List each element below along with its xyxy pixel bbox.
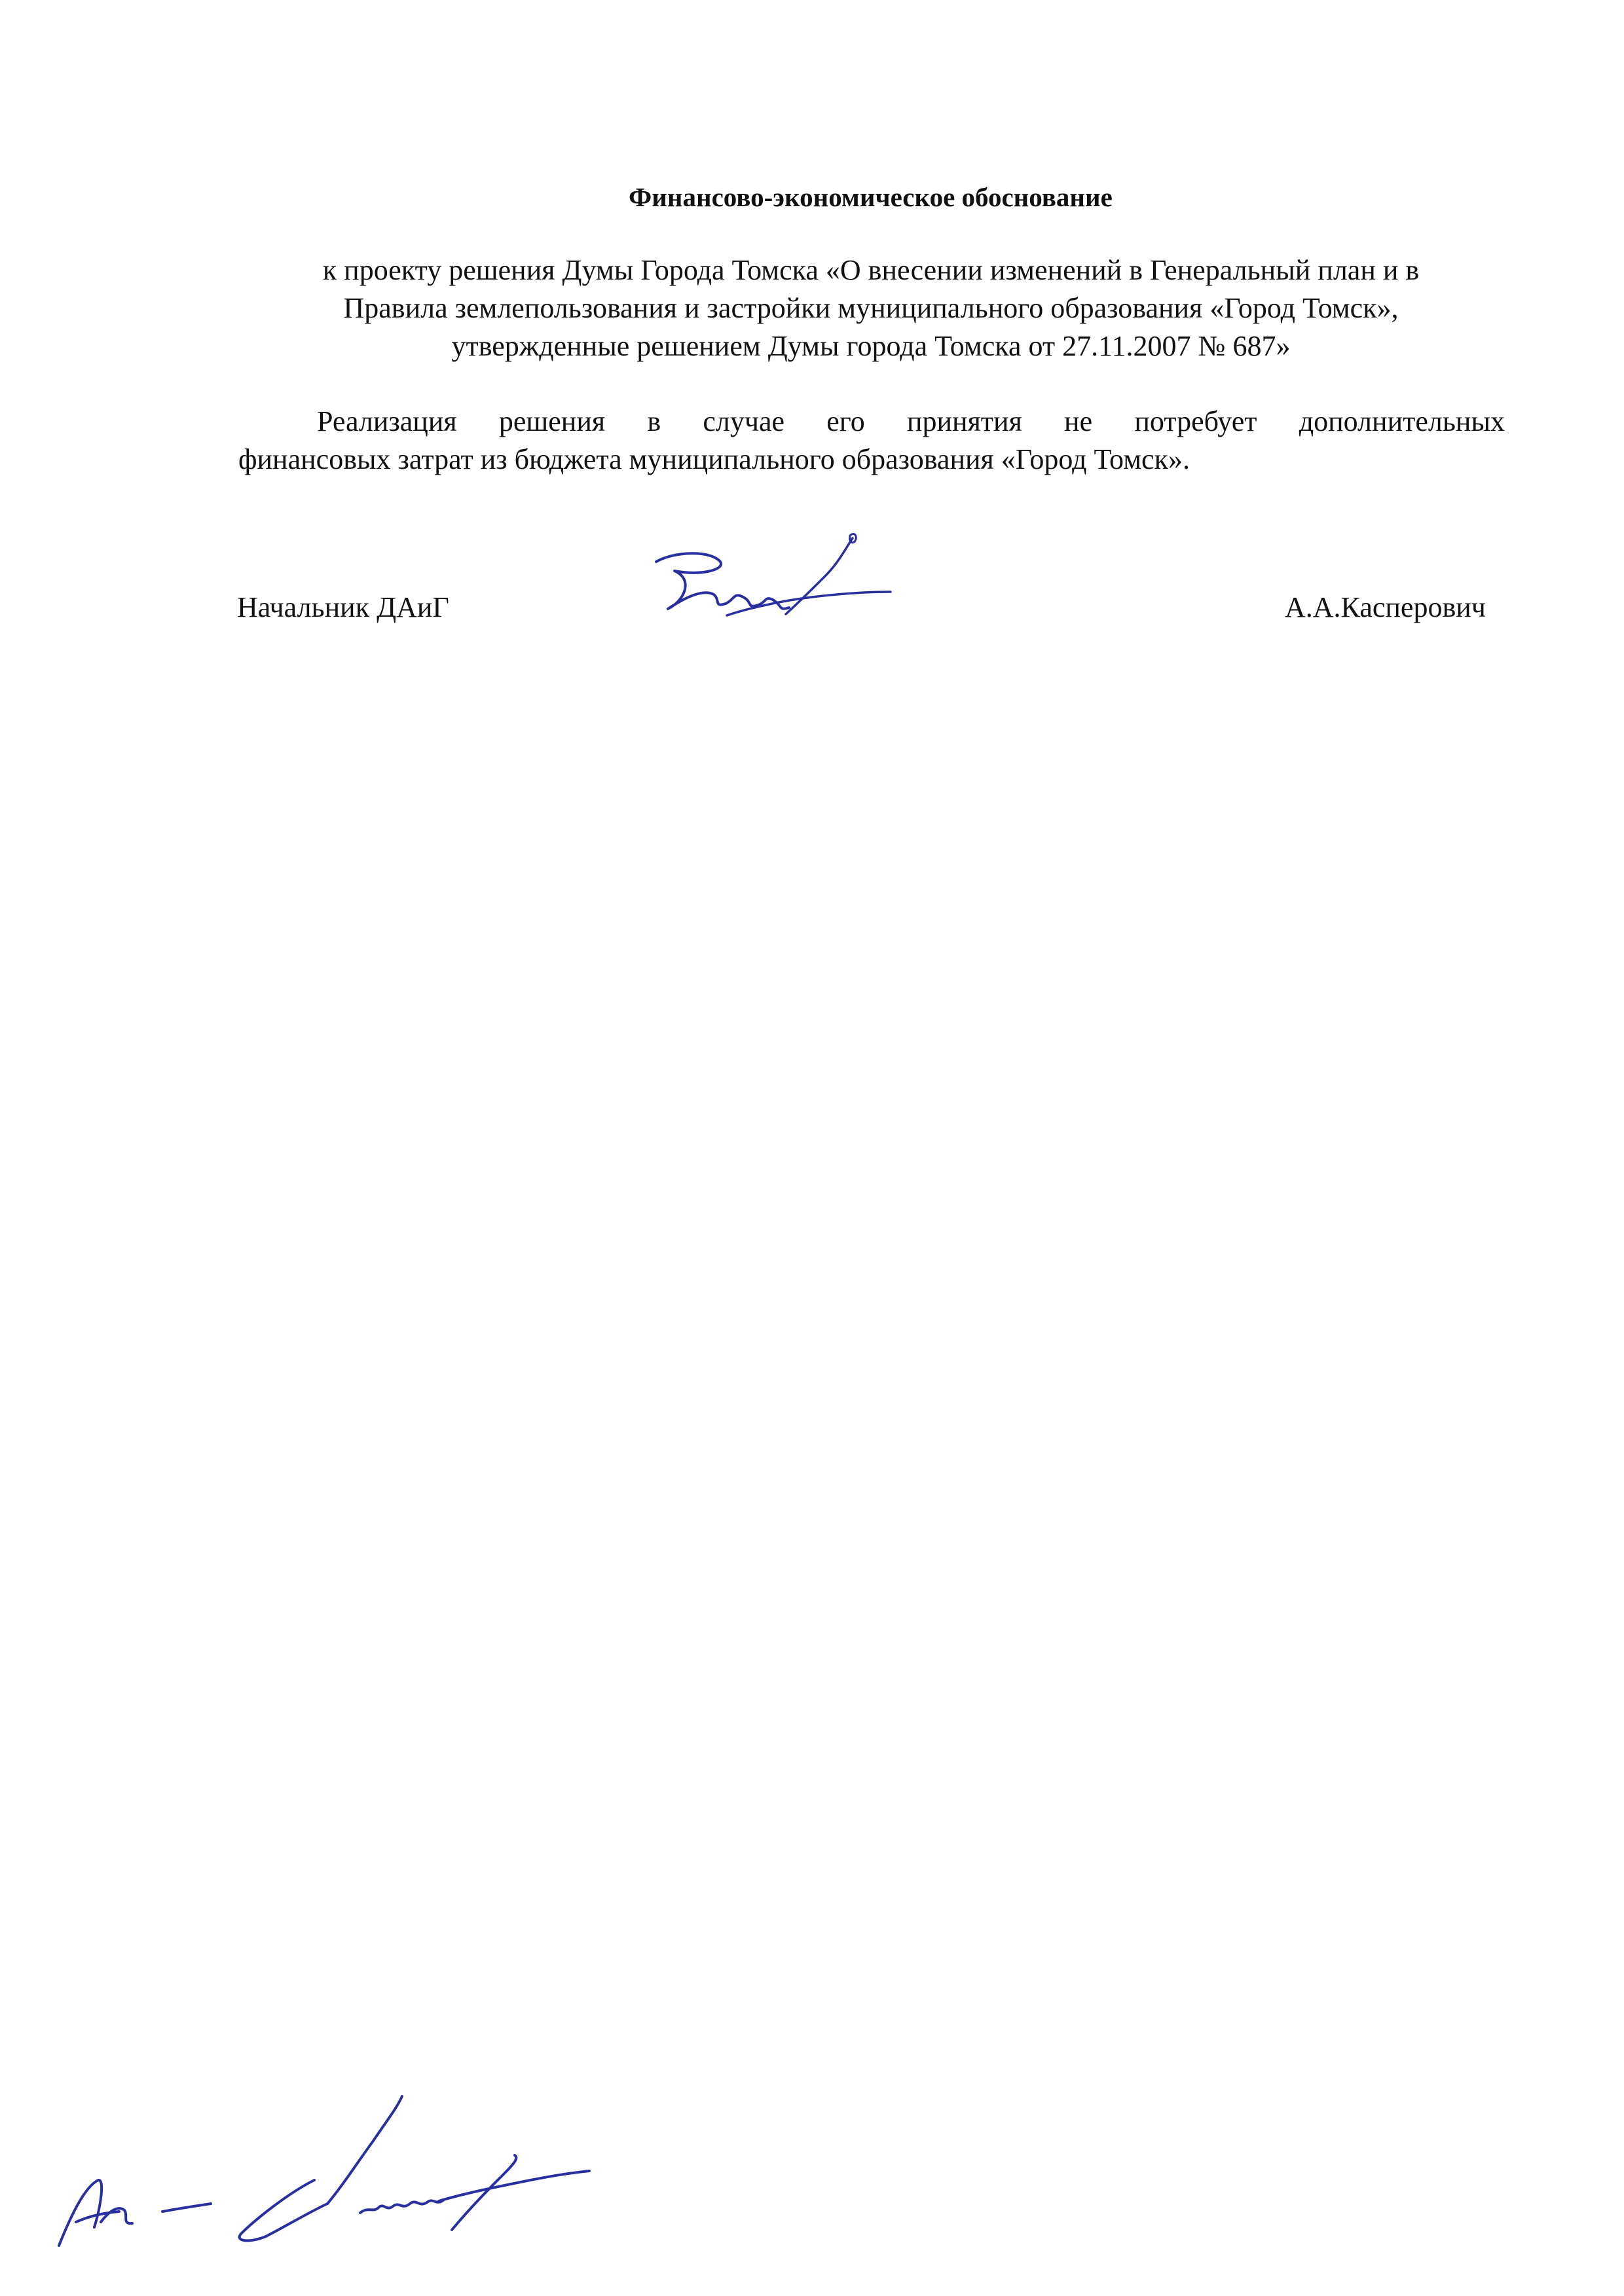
subtitle-line: к проекту решения Думы Города Томска «О внесении изменений в Генеральный план и в <box>322 254 1420 286</box>
body-paragraph <box>238 403 1505 479</box>
signer-position: Начальник ДАиГ <box>237 591 449 623</box>
body-line: финансовых затрат из бюджета муниципального образования «Город Томск». <box>238 443 1190 475</box>
document-subtitle <box>223 251 1519 365</box>
body-line: Реализация решения в случае его принятия не потребует дополнительных <box>317 405 1505 437</box>
subtitle-line: утвержденные решением Думы города Томска от 27.11.2007 № 687» <box>451 330 1291 362</box>
document-title: Финансово-экономическое обоснование <box>629 182 1113 212</box>
subtitle-line: Правила землепользования и застройки муниципального образования «Город Томск», <box>343 292 1399 324</box>
approval-signature-icon <box>46 2082 596 2252</box>
signer-name: А.А.Касперович <box>1285 591 1486 623</box>
handwritten-signature-icon <box>648 524 904 648</box>
